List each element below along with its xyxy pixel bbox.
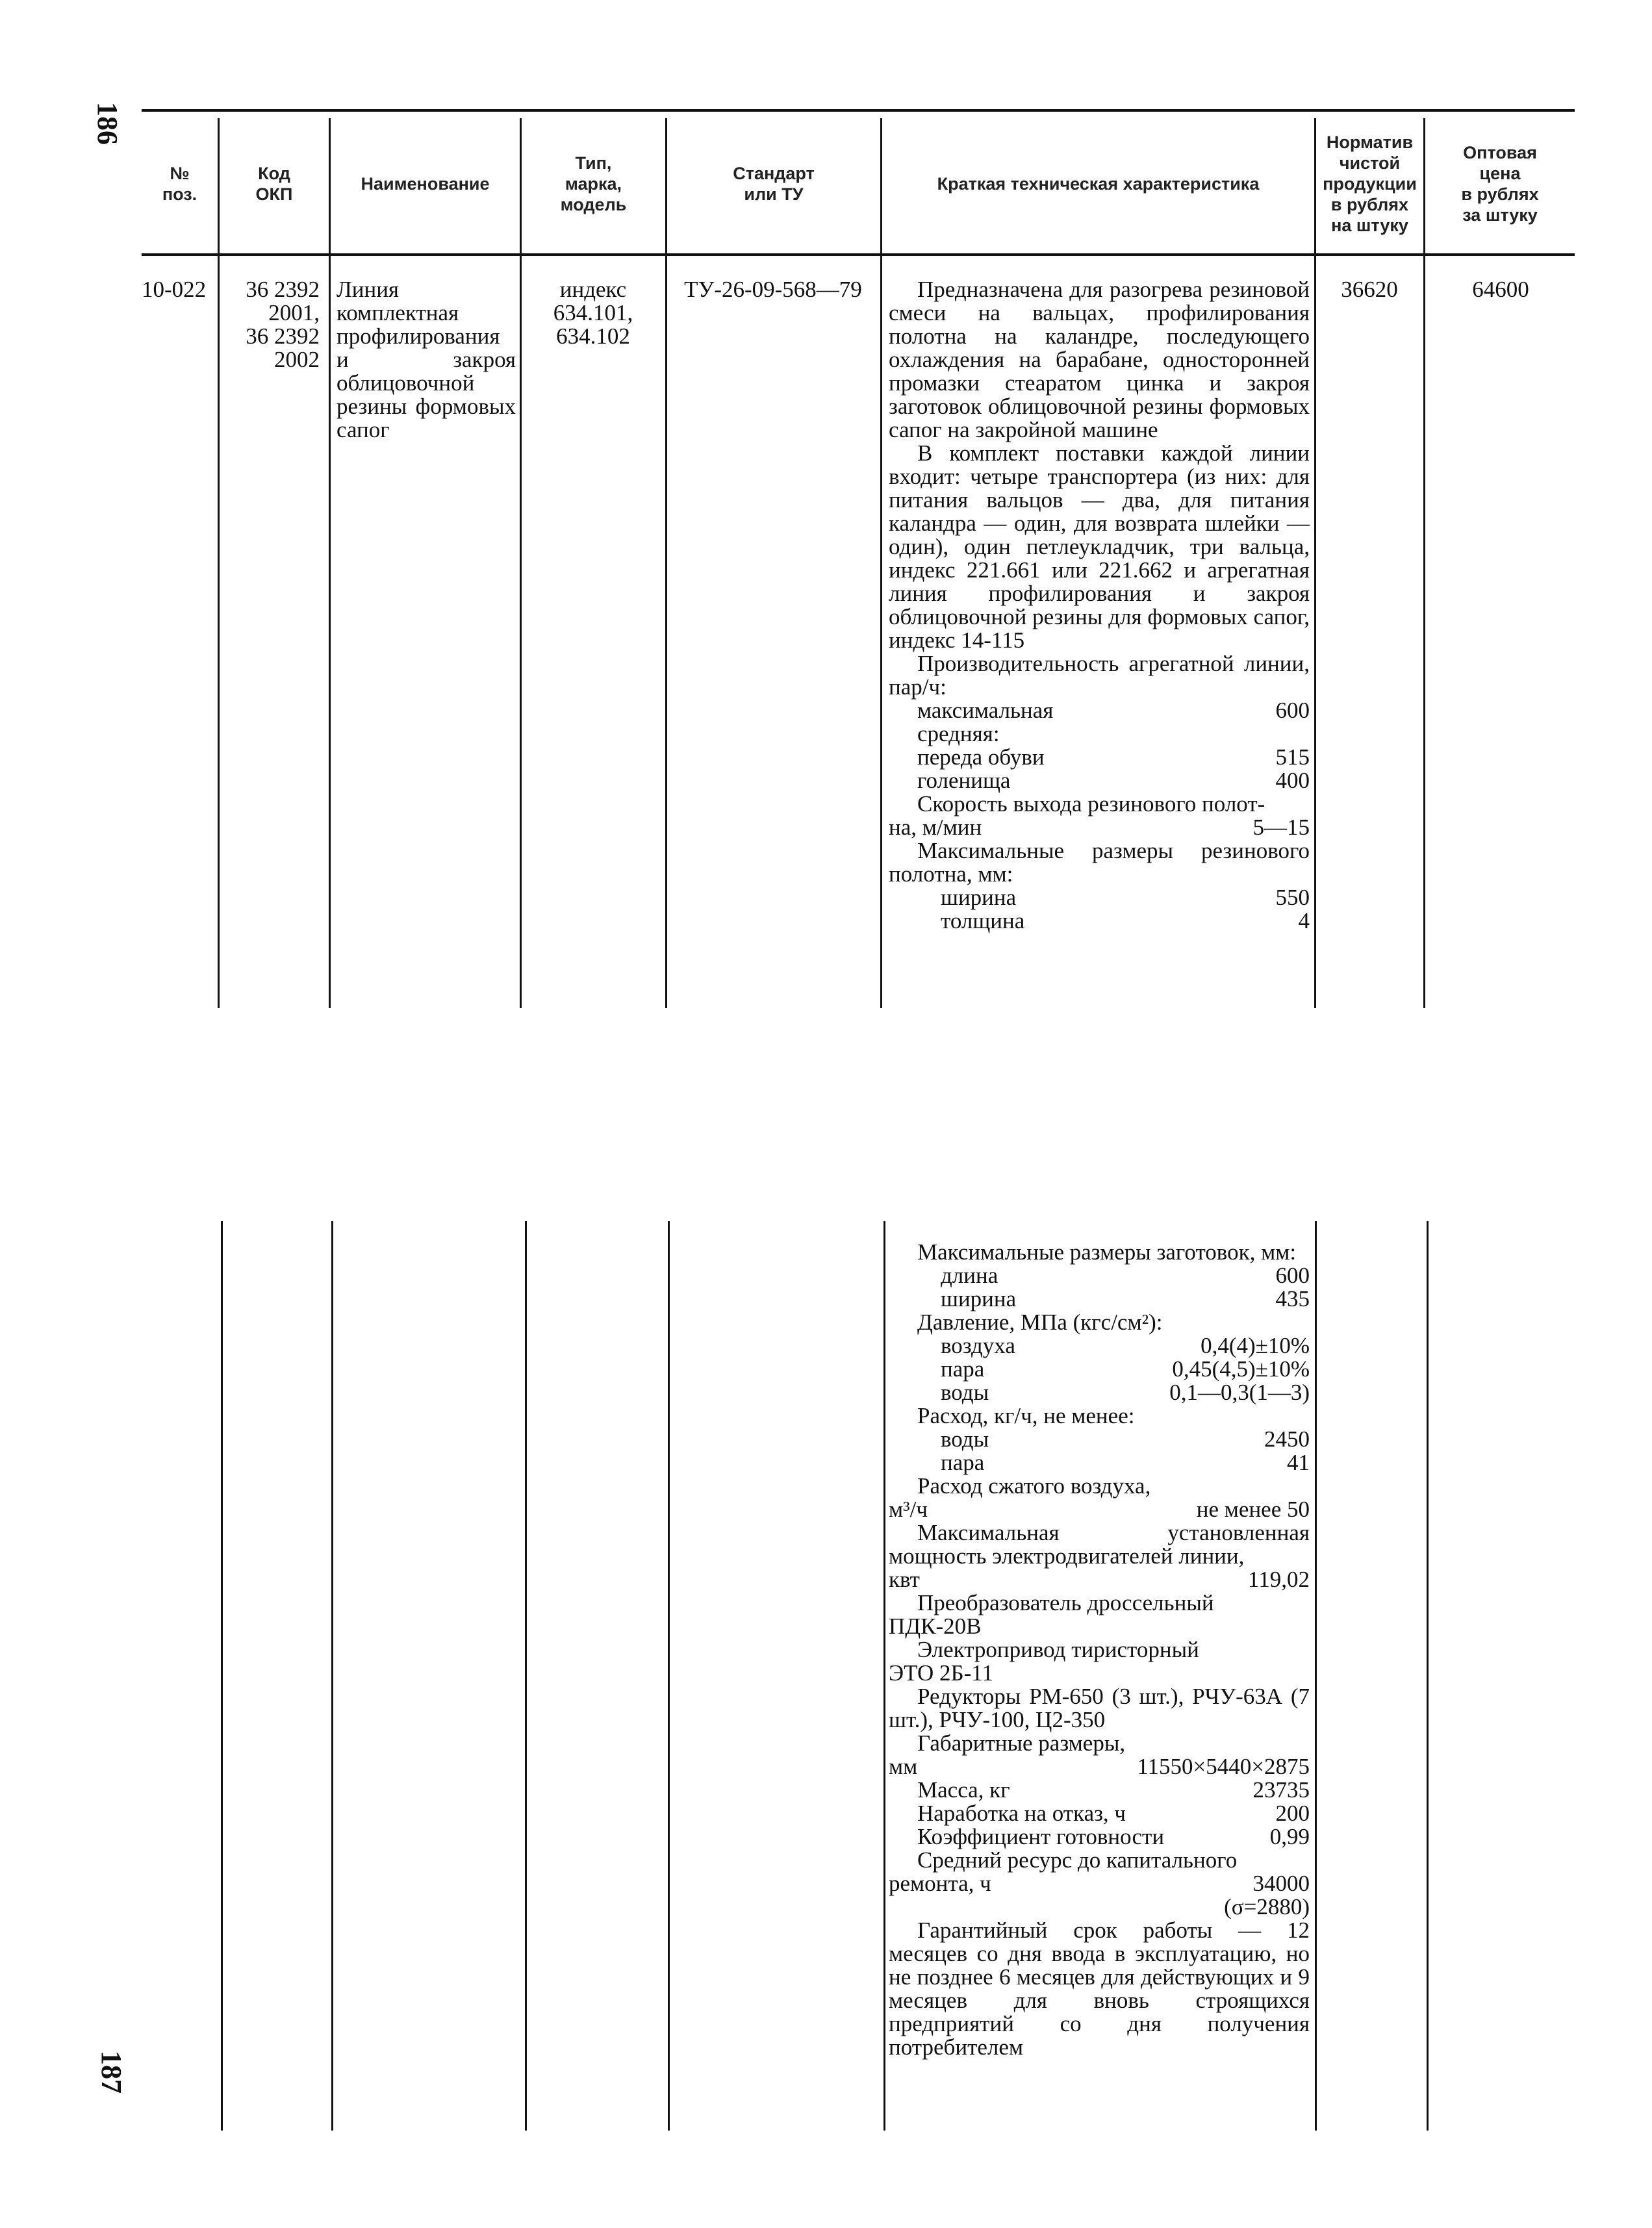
spec-value: 0,4(4)±10%: [1201, 1333, 1310, 1358]
spec-label: Масса, кг: [917, 1777, 1010, 1803]
spec-delivery-set: В комплект поставки каждой линии входит: четыре транспортера (из них: для питания вальцов — два, для питания каландра — один, для возврата шлейки — один), один петлеукладчик, три вальца, индекс 221.661 или 221.662 и агрегатная линия профилирования и закроя облицовочной резины для формовых сапог, индекс 14-115: [889, 440, 1310, 653]
header-wholesale-price: Оптовая цена в рублях за штуку: [1461, 143, 1539, 225]
page-number-left: 186: [92, 102, 123, 145]
spec-value: 23735: [1252, 1777, 1310, 1803]
spec-label: Коэффициент готовности: [917, 1824, 1165, 1849]
spec-label: ширина: [941, 1286, 1017, 1311]
spec-value: 550: [1275, 885, 1310, 910]
spec-label: пара: [941, 1450, 985, 1475]
spec-row-steam: [889, 1358, 1310, 1381]
spec-row-mass: [889, 1779, 1310, 1802]
spec-value: 4: [1298, 908, 1310, 933]
spec-label: переда обуви: [917, 744, 1045, 770]
header-model: Тип, марка, модель: [560, 153, 627, 214]
spec-value: 200: [1275, 1801, 1310, 1826]
spec-row-availability: [889, 1825, 1310, 1849]
spec-label: толщина: [941, 908, 1025, 933]
column-divider: [1315, 1221, 1317, 2131]
spec-converter-line1: Преобразователь дроссельный: [917, 1590, 1214, 1615]
spec-air-flow-title: Расход сжатого воздуха,: [917, 1473, 1151, 1499]
spec-resource-title: Средний ресурс до капитального: [917, 1847, 1238, 1873]
table-top-rule: [142, 109, 1575, 112]
table-header-rule: [142, 253, 1575, 256]
spec-capacity-title: Производительность агрегатной линии, пар/ч:: [889, 651, 1310, 700]
spec-value: 0,45(4,5)±10%: [1172, 1356, 1310, 1382]
spec-row-flow-steam: [889, 1451, 1310, 1475]
spec-value: 600: [1275, 1263, 1310, 1288]
spec-row-thickness: [889, 909, 1310, 933]
model-line: индекс: [559, 277, 627, 302]
spec-lower: [889, 1241, 1310, 2059]
spec-row-air: [889, 1334, 1310, 1358]
spec-avg-title: средняя:: [917, 721, 1000, 746]
spec-row-front: [889, 746, 1310, 769]
spec-row-air-flow: [889, 1498, 1310, 1521]
spec-flow-title: Расход, кг/ч, не менее:: [917, 1403, 1135, 1428]
spec-value: 2450: [1264, 1426, 1310, 1452]
spec-row-water: [889, 1381, 1310, 1404]
spec-row-mtbf: [889, 1802, 1310, 1825]
spec-row-blank-width: [889, 1287, 1310, 1311]
spec-label: воздуха: [941, 1333, 1015, 1358]
spec-label: ремонта, ч: [889, 1871, 991, 1896]
model-line: 634.102: [556, 323, 630, 349]
spec-label: максимальная: [917, 698, 1054, 723]
spec-reducers: Редукторы РМ-650 (3 шт.), РЧУ-63А (7 шт.), РЧУ-100, Ц2-350: [889, 1684, 1310, 1732]
spec-purpose: Предназначена для разогрева резиновой смеси на вальцах, профилирования полотна на каландре, последующего охлаждения на барабане, односторонней промазки стеаратом цинка и закроя заготовок облицовочной резины формовых сапог на закройной машине: [889, 277, 1310, 442]
net-output-norm: 36620: [1341, 277, 1398, 302]
spec-label: Наработка на отказ, ч: [917, 1801, 1126, 1826]
spec-row-shaft: [889, 769, 1310, 792]
okp-line: 36 2392: [246, 323, 320, 349]
spec-value: 515: [1275, 744, 1310, 770]
okp-line: 2001,: [268, 300, 320, 325]
page-number-right: 187: [95, 2051, 127, 2094]
spec-drive-line2: ЭТО 2Б-11: [889, 1660, 994, 1686]
model-index: [525, 278, 661, 348]
spec-value: 0,99: [1269, 1824, 1310, 1849]
spec-sheet-dims-title: Максимальные размеры резинового полотна, мм:: [889, 838, 1310, 887]
spec-row-length: [889, 1264, 1310, 1287]
spec-row-width: [889, 886, 1310, 909]
column-divider: [1427, 1221, 1429, 2131]
spec-row-power: [889, 1568, 1310, 1591]
spec-value: 34000: [1252, 1871, 1310, 1896]
spec-overall-dims-title: Габаритные размеры,: [917, 1730, 1126, 1756]
header-specs: Краткая техническая характеристика: [937, 174, 1260, 194]
spec-value: 435: [1275, 1286, 1310, 1311]
spec-label: м³/ч: [889, 1497, 928, 1522]
okp-code: [221, 278, 320, 372]
standard-tu: ТУ-26-09-568—79: [684, 277, 862, 302]
spec-value: не менее 50: [1196, 1497, 1310, 1522]
spec-row-max: [889, 699, 1310, 722]
header-name: Наименование: [361, 174, 490, 194]
wholesale-price: 64600: [1472, 277, 1529, 302]
spec-row-resource: [889, 1872, 1310, 1895]
position-number: 10-022: [142, 277, 207, 302]
spec-pressure-title: Давление, МПа (кгс/см²):: [917, 1310, 1163, 1335]
spec-sigma: (σ=2880): [1224, 1894, 1310, 1919]
spec-label: пара: [941, 1356, 985, 1382]
column-divider: [668, 1221, 670, 2131]
spec-value: 5—15: [1252, 815, 1310, 840]
column-divider: [221, 1221, 223, 2131]
spec-label: воды: [941, 1380, 989, 1405]
spec-value: 11550×5440×2875: [1137, 1754, 1310, 1779]
spec-value: 41: [1287, 1450, 1310, 1475]
spec-drive-line1: Электропривод тиристорный: [917, 1637, 1199, 1662]
spec-row-speed: [889, 816, 1310, 839]
spec-value: 600: [1275, 698, 1310, 723]
spec-row-flow-water: [889, 1428, 1310, 1451]
spec-converter-line2: ПДК-20В: [889, 1614, 982, 1639]
spec-value: 400: [1275, 768, 1310, 793]
spec-label: воды: [941, 1426, 989, 1452]
spec-blank-dims-title: Максимальные размеры заготовок, мм:: [917, 1239, 1297, 1265]
spec-upper: [889, 278, 1310, 933]
spec-label: квт: [889, 1567, 920, 1592]
spec-row-overall-dims: [889, 1755, 1310, 1779]
column-divider: [331, 1221, 333, 2131]
product-name: Линия комплектная профилирования и закроя облицовочной резины формовых сапог: [337, 277, 516, 442]
spec-warranty: Гарантийный срок работы — 12 месяцев со дня ввода в эксплуатацию, но не позднее 6 месяцев для действующих и 9 месяцев для вновь строящихся предприятий со дня получения потребителем: [889, 1918, 1310, 2060]
spec-label: на, м/мин: [889, 815, 982, 840]
spec-label: мм: [889, 1754, 918, 1779]
header-position: № поз.: [162, 164, 197, 204]
header-okp-code: Код ОКП: [255, 164, 293, 204]
spec-value: 0,1—0,3(1—3): [1169, 1380, 1310, 1405]
column-divider: [525, 1221, 527, 2131]
spec-label: голенища: [917, 768, 1011, 793]
header-net-output-norm: Норматив чистой продукции в рублях на штуку: [1323, 133, 1417, 235]
model-line: 634.101,: [553, 300, 633, 325]
spec-power-text: Максимальная установленная мощность электродвигателей линии,: [889, 1520, 1310, 1569]
okp-line: 2002: [274, 347, 320, 372]
spec-speed-title: Скорость выхода резинового полот-: [917, 791, 1265, 817]
spec-label: ширина: [941, 885, 1017, 910]
okp-line: 36 2392: [246, 277, 320, 302]
header-standard: Стандарт или ТУ: [733, 164, 815, 204]
spec-label: длина: [941, 1263, 998, 1288]
spec-value: 119,02: [1248, 1567, 1310, 1592]
column-divider: [883, 1221, 885, 2131]
